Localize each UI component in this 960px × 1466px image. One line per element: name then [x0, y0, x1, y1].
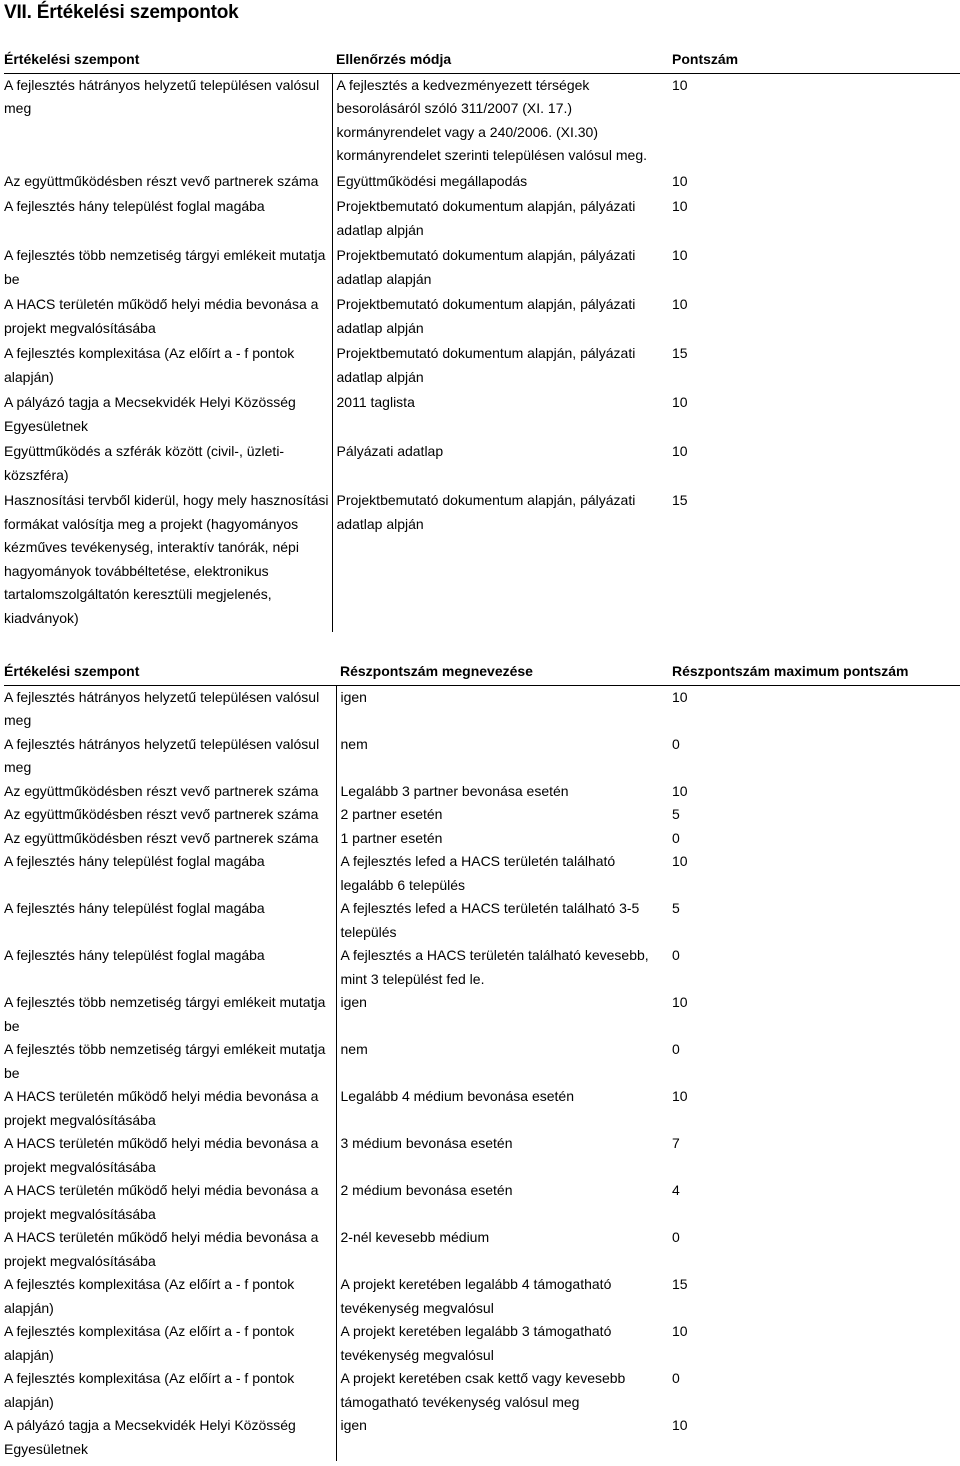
subscore-name-cell: Legalább 4 médium bevonása esetén [336, 1085, 672, 1132]
subscore-name-cell: nem [336, 1038, 672, 1085]
column-header-max-score: Részpontszám maximum pontszám [672, 660, 960, 685]
score-cell: 10 [672, 76, 688, 93]
criterion-cell: A fejlesztés több nemzetiség tárgyi emlékeit mutatja be [4, 1041, 326, 1081]
table-row [4, 897, 960, 944]
criterion-cell: A fejlesztés hány települést foglal magába [4, 198, 265, 214]
subscore-name-cell: A fejlesztés lefed a HACS területén található legalább 6 település [336, 850, 672, 897]
criterion-cell: A HACS területén működő helyi média bevonása a projekt megvalósításába [4, 1135, 319, 1175]
verification-cell: Projektbemutató dokumentum alapján, pályázati adatlap alpján [332, 489, 672, 632]
subscore-name-cell: 2 médium bevonása esetén [336, 1179, 672, 1226]
subscore-name-cell: 1 partner esetén [336, 827, 672, 851]
criterion-cell: A fejlesztés komplexitása (Az előírt a - f pontok alapján) [4, 1276, 295, 1316]
table-row [4, 1085, 960, 1132]
max-score-cell: 10 [672, 782, 688, 799]
subscore-name-cell: A projekt keretében legalább 4 támogatható tevékenység megvalósul [336, 1273, 672, 1320]
subscore-name-cell: A projekt keretében legalább 3 támogatható tevékenység megvalósul [336, 1320, 672, 1367]
table-row [4, 73, 960, 170]
max-score-cell: 5 [672, 806, 680, 822]
score-cell: 10 [672, 172, 688, 189]
criterion-cell: A HACS területén működő helyi média bevonása a projekt megvalósításába [4, 1088, 319, 1128]
criterion-cell: A fejlesztés komplexitása (Az előírt a - f pontok alapján) [4, 1370, 295, 1410]
criterion-cell: A fejlesztés hány települést foglal magába [4, 900, 265, 916]
criterion-cell: A HACS területén működő helyi média bevonása a projekt megvalósításába [4, 1229, 319, 1269]
table-row [4, 1414, 960, 1461]
table-row [4, 342, 960, 391]
table-row [4, 780, 960, 804]
criterion-cell: A pályázó tagja a Mecsekvidék Helyi Közösség Egyesületnek [4, 394, 296, 434]
criterion-cell: Az együttműködésben részt vevő partnerek száma [4, 172, 319, 189]
verification-cell: 2011 taglista [332, 391, 672, 440]
criterion-cell: A fejlesztés több nemzetiség tárgyi emlékeit mutatja be [4, 994, 326, 1034]
table-row [4, 489, 960, 632]
max-score-cell: 0 [672, 1041, 680, 1057]
subscore-name-cell: igen [336, 685, 672, 733]
max-score-cell: 7 [672, 1135, 680, 1151]
table-row [4, 244, 960, 293]
subscore-name-cell: Legalább 3 partner bevonása esetén [336, 780, 672, 804]
max-score-cell: 10 [672, 1417, 688, 1433]
table-row [4, 1132, 960, 1179]
max-score-cell: 0 [672, 735, 680, 752]
subscore-name-cell: nem [336, 733, 672, 780]
table-row [4, 293, 960, 342]
max-score-cell: 0 [672, 1229, 680, 1245]
subscore-name-cell: A projekt keretében csak kettő vagy kevesebb támogatható tevékenység valósul meg [336, 1367, 672, 1414]
verification-cell: Pályázati adatlap [332, 440, 672, 489]
table-row [4, 1226, 960, 1273]
criterion-cell: A fejlesztés hátrányos helyzetű településen valósul meg [4, 735, 320, 775]
score-cell: 10 [672, 394, 688, 410]
criterion-cell: A fejlesztés komplexitása (Az előírt a - f pontok alapján) [4, 345, 295, 385]
table-row [4, 1367, 960, 1414]
table-row [4, 170, 960, 196]
page-title: VII. Értékelési szempontok [4, 2, 239, 23]
verification-cell: Projektbemutató dokumentum alapján, pályázati adatlap alpján [332, 195, 672, 244]
criterion-cell: A pályázó tagja a Mecsekvidék Helyi Közösség Egyesületnek [4, 1417, 296, 1457]
table-row [4, 440, 960, 489]
max-score-cell: 4 [672, 1182, 680, 1198]
subscore-name-cell: 2 partner esetén [336, 803, 672, 827]
criterion-cell: A fejlesztés hány települést foglal magába [4, 947, 265, 963]
verification-cell: Projektbemutató dokumentum alapján, pályázati adatlap alpján [332, 342, 672, 391]
criterion-cell: Az együttműködésben részt vevő partnerek száma [4, 782, 319, 799]
criterion-cell: Együttműködés a szférák között (civil-, üzleti- közszféra) [4, 443, 285, 483]
criterion-cell: A fejlesztés hány települést foglal magába [4, 853, 265, 869]
table-row [4, 803, 960, 827]
max-score-cell: 0 [672, 829, 680, 846]
criterion-cell: A fejlesztés több nemzetiség tárgyi emlékeit mutatja be [4, 247, 326, 287]
column-header-verification: Ellenőrzés módja [332, 48, 672, 73]
subscore-name-cell: A fejlesztés lefed a HACS területén található 3-5 település [336, 897, 672, 944]
max-score-cell: 10 [672, 994, 688, 1010]
table-row [4, 1038, 960, 1085]
max-score-cell: 10 [672, 688, 688, 705]
table-header-row [4, 48, 960, 73]
evaluation-criteria-table [4, 48, 960, 632]
max-score-cell: 0 [672, 947, 680, 963]
verification-cell: A fejlesztés a kedvezményezett térségek besorolásáról szóló 311/2007 (XI. 17.) kormányrendelet vagy a 240/2006. (XI.30) kormányrendelet szerinti településen valósul meg. [332, 73, 672, 170]
sub-score-table [4, 660, 960, 1461]
column-header-score: Pontszám [672, 48, 960, 73]
column-header-criterion: Értékelési szempont [4, 660, 336, 685]
table-row [4, 391, 960, 440]
subscore-name-cell: A fejlesztés a HACS területén található kevesebb, mint 3 települést fed le. [336, 944, 672, 991]
table-row [4, 850, 960, 897]
max-score-cell: 0 [672, 1370, 680, 1386]
subscore-name-cell: igen [336, 1414, 672, 1461]
score-cell: 15 [672, 492, 688, 508]
score-cell: 15 [672, 345, 688, 361]
table-row [4, 827, 960, 851]
score-cell: 10 [672, 198, 688, 214]
subscore-name-cell: 2-nél kevesebb médium [336, 1226, 672, 1273]
score-cell: 10 [672, 443, 688, 459]
criterion-cell: A fejlesztés hátrányos helyzetű településen valósul meg [4, 76, 320, 116]
max-score-cell: 15 [672, 1276, 688, 1292]
criterion-cell: Az együttműködésben részt vevő partnerek száma [4, 829, 319, 846]
score-cell: 10 [672, 296, 688, 312]
subscore-name-cell: 3 médium bevonása esetén [336, 1132, 672, 1179]
table-row [4, 1273, 960, 1320]
verification-cell: Együttműködési megállapodás [332, 170, 672, 196]
criterion-cell: Az együttműködésben részt vevő partnerek száma [4, 806, 319, 822]
table-row [4, 1179, 960, 1226]
subscore-name-cell: igen [336, 991, 672, 1038]
criterion-cell: Hasznosítási tervből kiderül, hogy mely hasznosítási formákat valósítja meg a projekt (hagyományos kézműves tevékenység, interaktív tanórák, népi hagyományok továbbéltetése, elektronikus tartalomszolgáltatón keresztüli megjelenés, kiadványok) [4, 492, 329, 626]
criterion-cell: A fejlesztés hátrányos helyzetű településen valósul meg [4, 688, 320, 728]
criterion-cell: A HACS területén működő helyi média bevonása a projekt megvalósításába [4, 296, 319, 336]
table-row [4, 685, 960, 733]
criterion-cell: A HACS területén működő helyi média bevonása a projekt megvalósításába [4, 1182, 319, 1222]
verification-cell: Projektbemutató dokumentum alapján, pályázati adatlap alpján [332, 293, 672, 342]
verification-cell: Projektbemutató dokumentum alapján, pályázati adatlap alapján [332, 244, 672, 293]
table-row [4, 1320, 960, 1367]
table-row [4, 733, 960, 780]
table-row [4, 991, 960, 1038]
column-header-subscore-name: Részpontszám megnevezése [336, 660, 672, 685]
max-score-cell: 5 [672, 900, 680, 916]
max-score-cell: 10 [672, 1088, 688, 1104]
table-row [4, 195, 960, 244]
table-header-row [4, 660, 960, 685]
max-score-cell: 10 [672, 1323, 688, 1339]
criterion-cell: A fejlesztés komplexitása (Az előírt a - f pontok alapján) [4, 1323, 295, 1363]
column-header-criterion: Értékelési szempont [4, 48, 332, 73]
score-cell: 10 [672, 247, 688, 263]
table-row [4, 944, 960, 991]
max-score-cell: 10 [672, 853, 688, 869]
